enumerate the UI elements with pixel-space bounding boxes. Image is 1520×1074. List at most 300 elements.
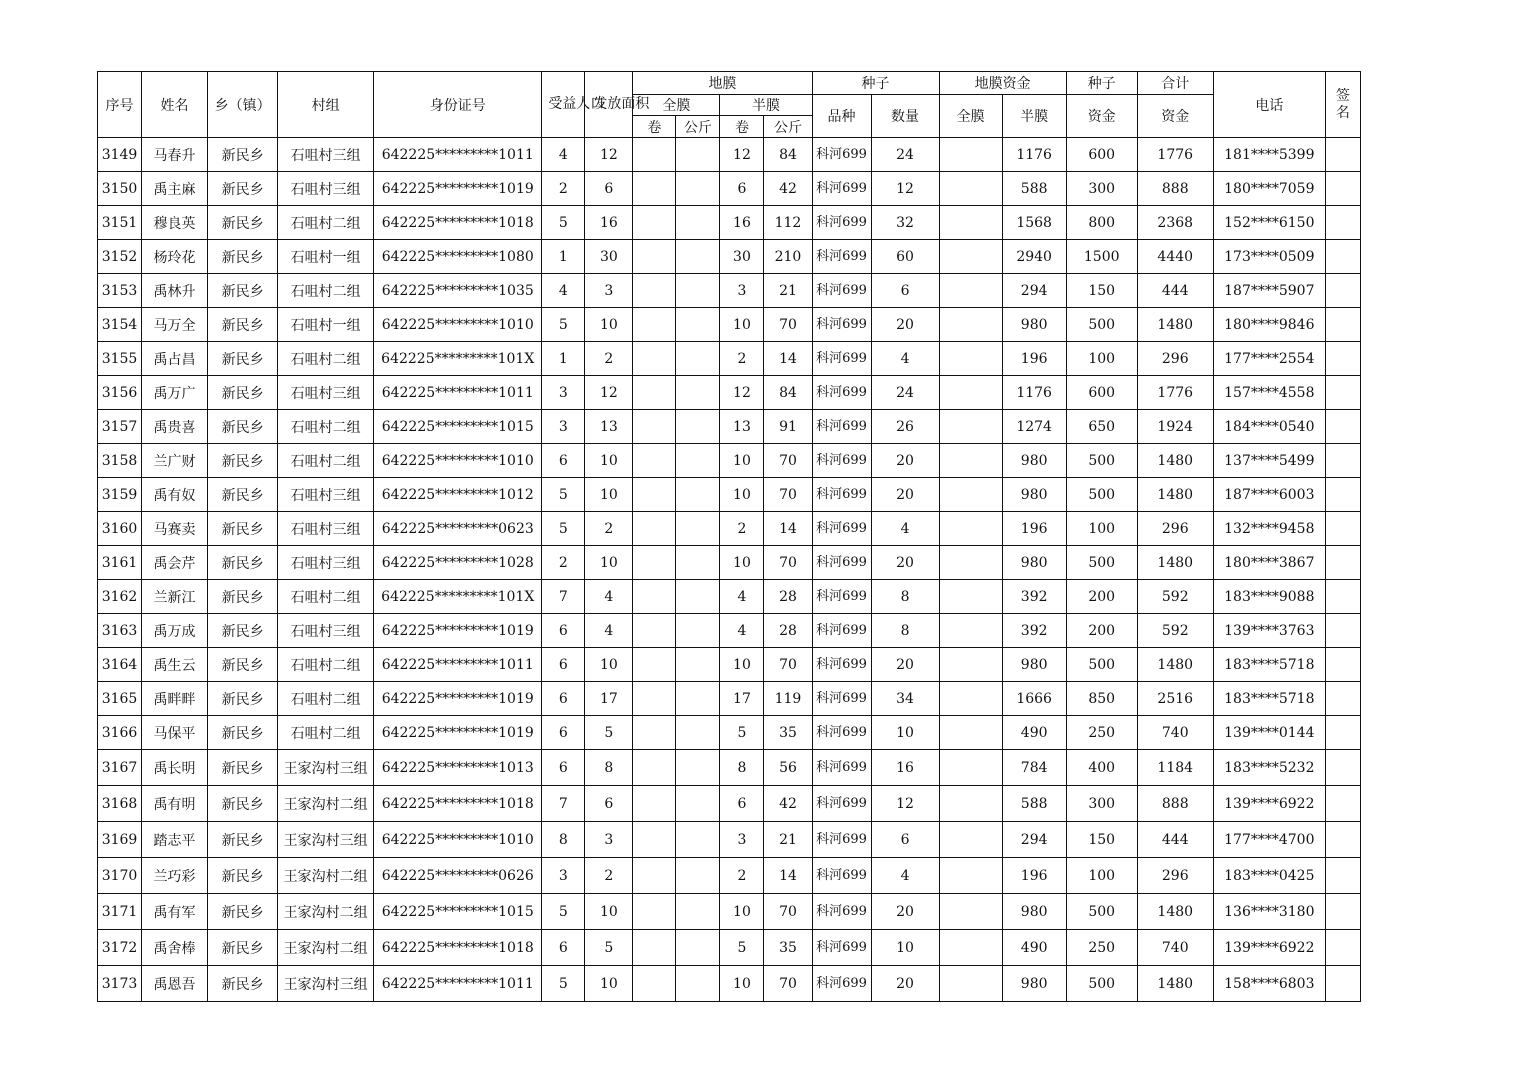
cell-name: 禹贵喜 bbox=[142, 410, 208, 444]
header-full-film-funds: 全膜 bbox=[939, 95, 1002, 138]
table-row bbox=[98, 512, 1361, 546]
cell-full-roll bbox=[633, 342, 676, 376]
cell-full-funds bbox=[939, 376, 1002, 410]
cell-seed-funds: 500 bbox=[1066, 648, 1137, 682]
cell-quantity: 6 bbox=[871, 822, 939, 858]
cell-full-roll bbox=[633, 308, 676, 342]
cell-variety: 科河699 bbox=[812, 478, 871, 512]
cell-area: 10 bbox=[585, 648, 633, 682]
cell-half-funds: 980 bbox=[1002, 444, 1066, 478]
cell-id: 642225*********1019 bbox=[374, 614, 542, 648]
cell-sign bbox=[1325, 376, 1360, 410]
cell-area: 6 bbox=[585, 172, 633, 206]
cell-name: 马春升 bbox=[142, 138, 208, 172]
cell-half-roll: 13 bbox=[720, 410, 764, 444]
cell-seed-funds: 500 bbox=[1066, 444, 1137, 478]
cell-sign bbox=[1325, 930, 1360, 966]
cell-seq: 3159 bbox=[98, 478, 142, 512]
cell-half-funds: 784 bbox=[1002, 750, 1066, 786]
cell-total: 296 bbox=[1137, 858, 1213, 894]
cell-seed-funds: 850 bbox=[1066, 682, 1137, 716]
cell-phone: 139****6922 bbox=[1213, 786, 1325, 822]
cell-half-kg: 70 bbox=[764, 308, 812, 342]
cell-phone: 184****0540 bbox=[1213, 410, 1325, 444]
header-half-roll: 卷 bbox=[720, 116, 764, 138]
cell-variety: 科河699 bbox=[812, 444, 871, 478]
cell-phone: 177****4700 bbox=[1213, 822, 1325, 858]
cell-area: 3 bbox=[585, 274, 633, 308]
cell-full-kg bbox=[676, 648, 720, 682]
cell-sign bbox=[1325, 138, 1360, 172]
cell-sign bbox=[1325, 172, 1360, 206]
cell-phone: 139****3763 bbox=[1213, 614, 1325, 648]
cell-half-kg: 28 bbox=[764, 580, 812, 614]
cell-full-roll bbox=[633, 858, 676, 894]
cell-quantity: 12 bbox=[871, 172, 939, 206]
cell-total: 1776 bbox=[1137, 138, 1213, 172]
cell-phone: 132****9458 bbox=[1213, 512, 1325, 546]
cell-half-funds: 196 bbox=[1002, 512, 1066, 546]
table-row bbox=[98, 682, 1361, 716]
cell-beneficiaries: 6 bbox=[542, 614, 585, 648]
cell-area: 30 bbox=[585, 240, 633, 274]
cell-half-kg: 21 bbox=[764, 274, 812, 308]
cell-full-roll bbox=[633, 172, 676, 206]
cell-phone: 183****5718 bbox=[1213, 682, 1325, 716]
cell-half-kg: 70 bbox=[764, 478, 812, 512]
cell-half-kg: 210 bbox=[764, 240, 812, 274]
table-row bbox=[98, 648, 1361, 682]
cell-seq: 3156 bbox=[98, 376, 142, 410]
cell-full-roll bbox=[633, 614, 676, 648]
cell-quantity: 24 bbox=[871, 138, 939, 172]
cell-name: 禹有明 bbox=[142, 786, 208, 822]
cell-half-funds: 980 bbox=[1002, 648, 1066, 682]
cell-name: 兰巧彩 bbox=[142, 858, 208, 894]
cell-seed-funds: 600 bbox=[1066, 376, 1137, 410]
cell-beneficiaries: 5 bbox=[542, 478, 585, 512]
cell-quantity: 8 bbox=[871, 614, 939, 648]
cell-id: 642225*********1011 bbox=[374, 376, 542, 410]
cell-township: 新民乡 bbox=[208, 308, 278, 342]
cell-beneficiaries: 7 bbox=[542, 580, 585, 614]
cell-id: 642225*********1011 bbox=[374, 648, 542, 682]
cell-total: 1480 bbox=[1137, 546, 1213, 580]
cell-half-kg: 70 bbox=[764, 444, 812, 478]
cell-half-roll: 6 bbox=[720, 172, 764, 206]
cell-id: 642225*********1018 bbox=[374, 930, 542, 966]
cell-half-kg: 91 bbox=[764, 410, 812, 444]
cell-total: 296 bbox=[1137, 512, 1213, 546]
cell-township: 新民乡 bbox=[208, 682, 278, 716]
cell-full-roll bbox=[633, 648, 676, 682]
cell-township: 新民乡 bbox=[208, 172, 278, 206]
cell-id: 642225*********1019 bbox=[374, 716, 542, 750]
header-half-kg: 公斤 bbox=[764, 116, 812, 138]
cell-quantity: 34 bbox=[871, 682, 939, 716]
cell-village: 石咀村二组 bbox=[278, 444, 374, 478]
header-total-top: 合计 bbox=[1137, 72, 1213, 95]
cell-total: 1480 bbox=[1137, 444, 1213, 478]
cell-full-kg bbox=[676, 614, 720, 648]
cell-seq: 3163 bbox=[98, 614, 142, 648]
cell-variety: 科河699 bbox=[812, 172, 871, 206]
cell-township: 新民乡 bbox=[208, 614, 278, 648]
cell-id: 642225*********1018 bbox=[374, 206, 542, 240]
cell-name: 禹会芹 bbox=[142, 546, 208, 580]
header-id: 身份证号 bbox=[374, 72, 542, 138]
cell-quantity: 4 bbox=[871, 342, 939, 376]
cell-full-roll bbox=[633, 478, 676, 512]
cell-township: 新民乡 bbox=[208, 376, 278, 410]
cell-variety: 科河699 bbox=[812, 342, 871, 376]
cell-phone: 157****4558 bbox=[1213, 376, 1325, 410]
cell-village: 石咀村三组 bbox=[278, 478, 374, 512]
cell-area: 2 bbox=[585, 858, 633, 894]
cell-area: 10 bbox=[585, 546, 633, 580]
cell-half-kg: 70 bbox=[764, 894, 812, 930]
cell-seq: 3167 bbox=[98, 750, 142, 786]
cell-village: 石咀村二组 bbox=[278, 274, 374, 308]
cell-area: 10 bbox=[585, 444, 633, 478]
cell-name: 禹有奴 bbox=[142, 478, 208, 512]
table-row bbox=[98, 342, 1361, 376]
cell-full-funds bbox=[939, 858, 1002, 894]
cell-area: 5 bbox=[585, 716, 633, 750]
cell-village: 石咀村三组 bbox=[278, 512, 374, 546]
cell-beneficiaries: 6 bbox=[542, 682, 585, 716]
cell-name: 马赛卖 bbox=[142, 512, 208, 546]
cell-variety: 科河699 bbox=[812, 138, 871, 172]
cell-full-funds bbox=[939, 750, 1002, 786]
cell-half-kg: 112 bbox=[764, 206, 812, 240]
cell-seed-funds: 250 bbox=[1066, 716, 1137, 750]
cell-seq: 3168 bbox=[98, 786, 142, 822]
cell-quantity: 24 bbox=[871, 376, 939, 410]
cell-full-kg bbox=[676, 138, 720, 172]
cell-phone: 180****3867 bbox=[1213, 546, 1325, 580]
cell-quantity: 20 bbox=[871, 648, 939, 682]
cell-seq: 3157 bbox=[98, 410, 142, 444]
cell-area: 4 bbox=[585, 614, 633, 648]
cell-full-roll bbox=[633, 512, 676, 546]
header-sign bbox=[1325, 72, 1360, 138]
cell-quantity: 26 bbox=[871, 410, 939, 444]
cell-total: 1480 bbox=[1137, 966, 1213, 1002]
cell-full-funds bbox=[939, 716, 1002, 750]
cell-full-funds bbox=[939, 648, 1002, 682]
cell-half-roll: 3 bbox=[720, 822, 764, 858]
cell-phone: 136****3180 bbox=[1213, 894, 1325, 930]
cell-half-kg: 84 bbox=[764, 138, 812, 172]
cell-beneficiaries: 2 bbox=[542, 546, 585, 580]
cell-full-roll bbox=[633, 138, 676, 172]
cell-name: 踏志平 bbox=[142, 822, 208, 858]
cell-variety: 科河699 bbox=[812, 376, 871, 410]
cell-quantity: 12 bbox=[871, 786, 939, 822]
cell-seed-funds: 600 bbox=[1066, 138, 1137, 172]
cell-half-roll: 6 bbox=[720, 786, 764, 822]
cell-area: 2 bbox=[585, 342, 633, 376]
subsidy-distribution-table bbox=[97, 71, 1361, 1002]
cell-full-roll bbox=[633, 410, 676, 444]
table-row bbox=[98, 580, 1361, 614]
cell-half-funds: 1274 bbox=[1002, 410, 1066, 444]
cell-sign bbox=[1325, 648, 1360, 682]
cell-phone: 187****5907 bbox=[1213, 274, 1325, 308]
cell-seed-funds: 300 bbox=[1066, 172, 1137, 206]
cell-phone: 180****7059 bbox=[1213, 172, 1325, 206]
cell-half-roll: 10 bbox=[720, 478, 764, 512]
cell-half-funds: 1176 bbox=[1002, 138, 1066, 172]
cell-full-funds bbox=[939, 274, 1002, 308]
cell-beneficiaries: 1 bbox=[542, 342, 585, 376]
cell-village: 石咀村三组 bbox=[278, 172, 374, 206]
cell-variety: 科河699 bbox=[812, 206, 871, 240]
cell-half-kg: 14 bbox=[764, 512, 812, 546]
cell-village: 石咀村三组 bbox=[278, 614, 374, 648]
cell-quantity: 20 bbox=[871, 478, 939, 512]
cell-village: 王家沟村二组 bbox=[278, 930, 374, 966]
cell-half-roll: 5 bbox=[720, 716, 764, 750]
cell-seed-funds: 150 bbox=[1066, 274, 1137, 308]
cell-total: 888 bbox=[1137, 786, 1213, 822]
cell-id: 642225*********1010 bbox=[374, 308, 542, 342]
cell-village: 石咀村二组 bbox=[278, 342, 374, 376]
cell-area: 10 bbox=[585, 894, 633, 930]
cell-full-funds bbox=[939, 966, 1002, 1002]
cell-id: 642225*********101X bbox=[374, 342, 542, 376]
cell-beneficiaries: 6 bbox=[542, 716, 585, 750]
table-row bbox=[98, 614, 1361, 648]
cell-beneficiaries: 7 bbox=[542, 786, 585, 822]
cell-half-roll: 12 bbox=[720, 376, 764, 410]
header-full-roll: 卷 bbox=[633, 116, 676, 138]
cell-name: 禹有军 bbox=[142, 894, 208, 930]
cell-full-funds bbox=[939, 894, 1002, 930]
header-seed: 种子 bbox=[812, 72, 939, 95]
cell-half-roll: 30 bbox=[720, 240, 764, 274]
cell-full-kg bbox=[676, 240, 720, 274]
cell-area: 17 bbox=[585, 682, 633, 716]
cell-half-funds: 294 bbox=[1002, 822, 1066, 858]
cell-half-kg: 42 bbox=[764, 172, 812, 206]
cell-half-roll: 10 bbox=[720, 966, 764, 1002]
cell-township: 新民乡 bbox=[208, 274, 278, 308]
cell-variety: 科河699 bbox=[812, 308, 871, 342]
table-row bbox=[98, 172, 1361, 206]
cell-half-kg: 70 bbox=[764, 648, 812, 682]
cell-total: 2368 bbox=[1137, 206, 1213, 240]
cell-half-funds: 1666 bbox=[1002, 682, 1066, 716]
cell-township: 新民乡 bbox=[208, 342, 278, 376]
cell-half-roll: 10 bbox=[720, 308, 764, 342]
cell-total: 1480 bbox=[1137, 308, 1213, 342]
cell-total: 1480 bbox=[1137, 894, 1213, 930]
cell-full-funds bbox=[939, 580, 1002, 614]
cell-half-kg: 84 bbox=[764, 376, 812, 410]
cell-total: 740 bbox=[1137, 716, 1213, 750]
cell-area: 8 bbox=[585, 750, 633, 786]
cell-phone: 180****9846 bbox=[1213, 308, 1325, 342]
cell-total: 1480 bbox=[1137, 648, 1213, 682]
cell-id: 642225*********1019 bbox=[374, 172, 542, 206]
cell-phone: 139****6922 bbox=[1213, 930, 1325, 966]
cell-full-funds bbox=[939, 930, 1002, 966]
cell-beneficiaries: 5 bbox=[542, 206, 585, 240]
cell-full-roll bbox=[633, 750, 676, 786]
cell-sign bbox=[1325, 966, 1360, 1002]
cell-half-kg: 70 bbox=[764, 546, 812, 580]
cell-beneficiaries: 6 bbox=[542, 930, 585, 966]
cell-area: 12 bbox=[585, 138, 633, 172]
cell-seq: 3161 bbox=[98, 546, 142, 580]
header-variety: 品种 bbox=[812, 95, 871, 138]
header-area: 发放面积 bbox=[585, 72, 633, 138]
cell-full-funds bbox=[939, 308, 1002, 342]
cell-township: 新民乡 bbox=[208, 648, 278, 682]
cell-half-roll: 4 bbox=[720, 614, 764, 648]
cell-half-kg: 35 bbox=[764, 716, 812, 750]
cell-id: 642225*********1013 bbox=[374, 750, 542, 786]
cell-phone: 137****5499 bbox=[1213, 444, 1325, 478]
cell-sign bbox=[1325, 546, 1360, 580]
cell-sign bbox=[1325, 682, 1360, 716]
cell-phone: 158****6803 bbox=[1213, 966, 1325, 1002]
cell-total: 1924 bbox=[1137, 410, 1213, 444]
cell-full-funds bbox=[939, 342, 1002, 376]
cell-phone: 183****5232 bbox=[1213, 750, 1325, 786]
table-row bbox=[98, 930, 1361, 966]
cell-village: 石咀村二组 bbox=[278, 580, 374, 614]
cell-area: 10 bbox=[585, 308, 633, 342]
cell-seed-funds: 400 bbox=[1066, 750, 1137, 786]
cell-half-kg: 56 bbox=[764, 750, 812, 786]
cell-seed-funds: 1500 bbox=[1066, 240, 1137, 274]
cell-name: 马保平 bbox=[142, 716, 208, 750]
cell-full-funds bbox=[939, 546, 1002, 580]
cell-village: 石咀村一组 bbox=[278, 308, 374, 342]
cell-total: 296 bbox=[1137, 342, 1213, 376]
cell-id: 642225*********1012 bbox=[374, 478, 542, 512]
cell-half-funds: 2940 bbox=[1002, 240, 1066, 274]
header-film: 地膜 bbox=[633, 72, 812, 95]
cell-area: 13 bbox=[585, 410, 633, 444]
cell-id: 642225*********1028 bbox=[374, 546, 542, 580]
cell-beneficiaries: 6 bbox=[542, 444, 585, 478]
cell-id: 642225*********1015 bbox=[374, 894, 542, 930]
cell-seq: 3172 bbox=[98, 930, 142, 966]
cell-area: 4 bbox=[585, 580, 633, 614]
cell-sign bbox=[1325, 894, 1360, 930]
cell-half-funds: 196 bbox=[1002, 858, 1066, 894]
cell-phone: 183****9088 bbox=[1213, 580, 1325, 614]
cell-seed-funds: 800 bbox=[1066, 206, 1137, 240]
cell-variety: 科河699 bbox=[812, 614, 871, 648]
cell-village: 石咀村三组 bbox=[278, 546, 374, 580]
cell-total: 1776 bbox=[1137, 376, 1213, 410]
cell-township: 新民乡 bbox=[208, 894, 278, 930]
cell-full-roll bbox=[633, 240, 676, 274]
cell-seq: 3152 bbox=[98, 240, 142, 274]
cell-name: 禹主麻 bbox=[142, 172, 208, 206]
cell-full-funds bbox=[939, 172, 1002, 206]
cell-sign bbox=[1325, 580, 1360, 614]
cell-full-roll bbox=[633, 580, 676, 614]
cell-seed-funds: 500 bbox=[1066, 546, 1137, 580]
cell-half-roll: 10 bbox=[720, 444, 764, 478]
header-total-funds: 资金 bbox=[1137, 95, 1213, 138]
cell-variety: 科河699 bbox=[812, 894, 871, 930]
cell-seq: 3160 bbox=[98, 512, 142, 546]
cell-seed-funds: 500 bbox=[1066, 308, 1137, 342]
cell-full-roll bbox=[633, 274, 676, 308]
cell-half-roll: 17 bbox=[720, 682, 764, 716]
cell-village: 石咀村二组 bbox=[278, 648, 374, 682]
cell-id: 642225*********1010 bbox=[374, 822, 542, 858]
cell-half-roll: 2 bbox=[720, 512, 764, 546]
cell-half-funds: 294 bbox=[1002, 274, 1066, 308]
cell-village: 石咀村二组 bbox=[278, 410, 374, 444]
cell-seq: 3149 bbox=[98, 138, 142, 172]
table-row bbox=[98, 410, 1361, 444]
header-sign-label: 签名 bbox=[1335, 87, 1350, 121]
cell-area: 5 bbox=[585, 930, 633, 966]
cell-village: 王家沟村三组 bbox=[278, 966, 374, 1002]
cell-sign bbox=[1325, 750, 1360, 786]
cell-total: 888 bbox=[1137, 172, 1213, 206]
cell-name: 禹万成 bbox=[142, 614, 208, 648]
header-phone: 电话 bbox=[1213, 72, 1325, 138]
cell-full-roll bbox=[633, 376, 676, 410]
table-row bbox=[98, 274, 1361, 308]
cell-full-kg bbox=[676, 274, 720, 308]
cell-full-roll bbox=[633, 930, 676, 966]
cell-village: 石咀村二组 bbox=[278, 716, 374, 750]
cell-name: 禹畔畔 bbox=[142, 682, 208, 716]
cell-township: 新民乡 bbox=[208, 512, 278, 546]
cell-area: 12 bbox=[585, 376, 633, 410]
cell-total: 444 bbox=[1137, 274, 1213, 308]
cell-full-funds bbox=[939, 410, 1002, 444]
cell-sign bbox=[1325, 512, 1360, 546]
table-row bbox=[98, 308, 1361, 342]
cell-variety: 科河699 bbox=[812, 274, 871, 308]
table-row bbox=[98, 966, 1361, 1002]
cell-sign bbox=[1325, 614, 1360, 648]
cell-seq: 3153 bbox=[98, 274, 142, 308]
cell-name: 禹生云 bbox=[142, 648, 208, 682]
cell-variety: 科河699 bbox=[812, 786, 871, 822]
cell-beneficiaries: 5 bbox=[542, 308, 585, 342]
table-row bbox=[98, 750, 1361, 786]
cell-full-kg bbox=[676, 786, 720, 822]
cell-area: 6 bbox=[585, 786, 633, 822]
cell-sign bbox=[1325, 308, 1360, 342]
cell-half-roll: 2 bbox=[720, 342, 764, 376]
cell-sign bbox=[1325, 274, 1360, 308]
cell-phone: 152****6150 bbox=[1213, 206, 1325, 240]
cell-seq: 3166 bbox=[98, 716, 142, 750]
cell-beneficiaries: 3 bbox=[542, 858, 585, 894]
cell-half-funds: 1568 bbox=[1002, 206, 1066, 240]
cell-seq: 3158 bbox=[98, 444, 142, 478]
cell-variety: 科河699 bbox=[812, 716, 871, 750]
cell-half-funds: 588 bbox=[1002, 786, 1066, 822]
cell-sign bbox=[1325, 858, 1360, 894]
cell-beneficiaries: 6 bbox=[542, 750, 585, 786]
cell-id: 642225*********1035 bbox=[374, 274, 542, 308]
